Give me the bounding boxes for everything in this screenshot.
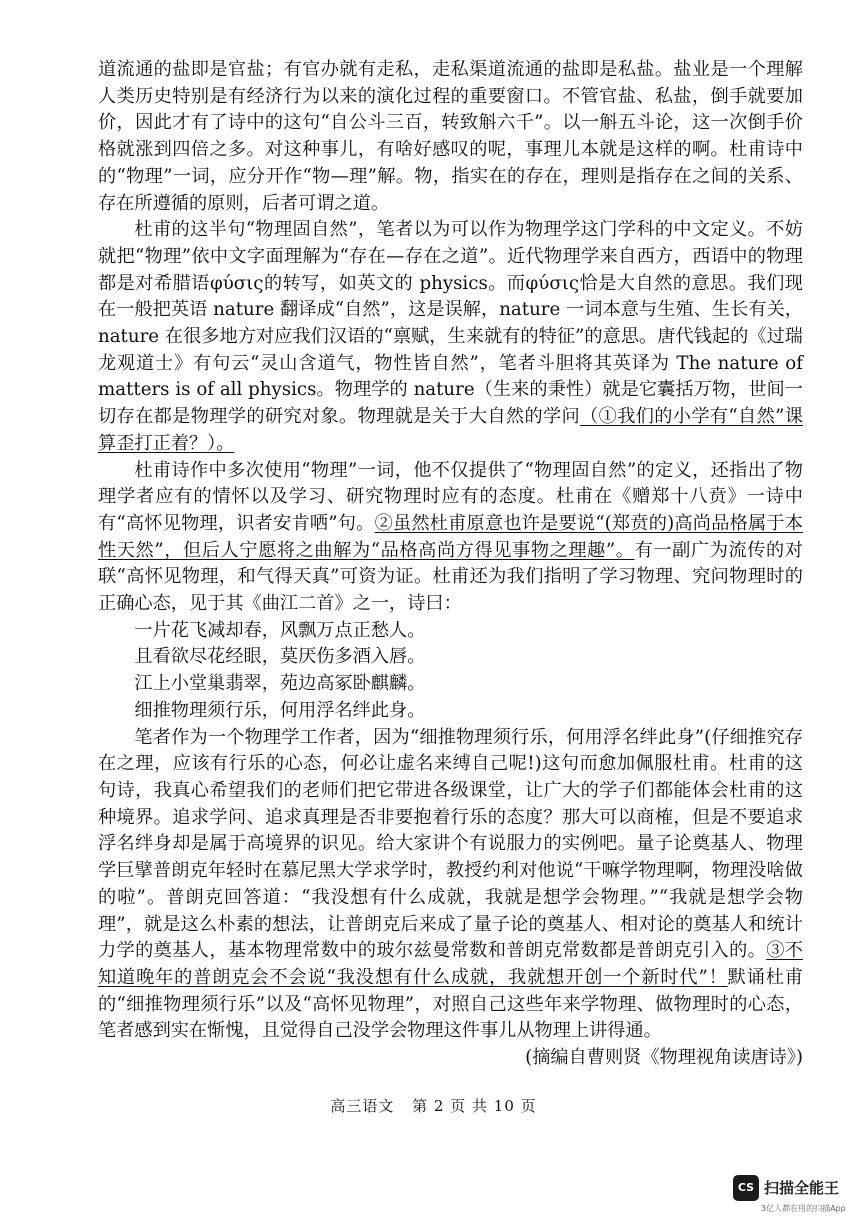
paragraph-3-text: 杜甫诗作中多次使用“物理”一词，他不仅提供了“物理固自然”的定义，还指出了物理学者应有的情怀以及学习、研究物理时应有的态度。杜甫在《赠郑十八贲》一诗中有“高怀见物理，识者安肯哂”句。 [98,459,803,534]
article-body [98,57,803,1072]
paragraph-2-text: 杜甫的这半句“物理固自然”，笔者以为可以作为物理学这门学科的中文定义。不妨就把“物理”依中文字面理解为“存在—存在之道”。近代物理学来自西方，西语中的物理都是对希腊语φύσις的转写，如英文的 physics。而φύσις恰是大自然的意思。我们现在一般把英语 nature 翻译成“自然”，这是误解，nature 一词本意与生殖、生长有关，nature 在很多地方对应我们汉语的“禀赋，生来就有的特征”的意思。唐代钱起的《过瑞龙观道士》有句云“灵山含道气，物性皆自然”，笔者斗胆将其英译为 The nature of matters is of all physics。物理学的 nature（生来的秉性）就是它囊括万物，世间一切存在都是物理学的研究对象。物理就是关于大自然的学问 [98,219,803,428]
watermark-title: 扫描全能王 [764,1179,840,1197]
page-footer [0,1095,867,1116]
paragraph-2 [98,217,803,457]
paragraph-3-text-continued: 有一副广为流传的对联“高怀见物理，和气得天真”可资为证。杜甫还为我们指明了学习物理、究问物理时的正确心态，见于其《曲江二首》之一，诗曰： [98,539,803,615]
watermark-subtitle: 3亿人都在用的扫描App [761,1204,846,1213]
poem-block [98,618,803,725]
poem-line: 江上小堂巢翡翠，苑边高冢卧麒麟。 [134,673,426,695]
poem-line: 一片花飞减却春，风飘万点正愁人。 [134,619,426,641]
paragraph-4-text-continued: 默诵杜甫的“细推物理须行乐”以及“高怀见物理”，对照自己这些年来学物理、做物理时的心态，笔者感到实在惭愧，且觉得自己没学会物理这件事儿从物理上讲得通。 [98,966,803,1042]
footer-page-info: 第 2 页 共 10 页 [412,1097,537,1115]
underlined-question-1: （①我们的小学有“自然”课算歪打正着？）。 [98,406,803,454]
paragraph-1: 道流通的盐即是官盐；有官办就有走私，走私渠道流通的盐即是私盐。盐业是一个理解人类历史特别是有经济行为以来的演化过程的重要窗口。不管官盐、私盐，倒手就要加价，因此才有了诗中的这句“自公斗三百，转致斛六千”。以一斛五斗论，这一次倒手价格就涨到四倍之多。对这种事儿，有啥好感叹的呢，事理儿本就是这样的啊。杜甫诗中的“物理”一词，应分开作“物—理”解。物，指实在的存在，理则是指存在之间的关系、存在所遵循的原则，后者可谓之道。 [98,59,803,214]
scanner-watermark [733,1173,853,1217]
camscanner-logo-icon: CS [733,1175,759,1201]
paragraph-4-text: 笔者作为一个物理学工作者，因为“细推物理须行乐，何用浮名绊此身”(仔细推究存在之理，应该有行乐的心态，何必让虚名来缚自己呢!)这句而愈加佩服杜甫。杜甫的这句诗，我真心希望我们的老师们把它带进各级课堂，让广大的学子们都能体会杜甫的这种境界。追求学问、追求真理是否非要抱着行乐的态度？那大可以商榷，但是不要追求浮名绊身却是属于高境界的识见。给大家讲个有说服力的实例吧。量子论奠基人、物理学巨擘普朗克年轻时在慕尼黑大学求学时，教授约利对他说“干嘛学物理啊，物理没啥做的啦”。普朗克回答道：“我没想有什么成就，我就是想学会物理。”“我就是想学会物理”，就是这么朴素的想法，让普朗克后来成了量子论的奠基人、相对论的奠基人和统计力学的奠基人，基本物理常数中的玻尔兹曼常数和普朗克常数都是普朗克引入的。 [98,726,803,962]
paragraph-3 [98,458,803,618]
poem-line: 且看欲尽花经眼，莫厌伤多酒入唇。 [134,646,426,668]
paragraph-4 [98,725,803,1045]
underlined-sentence-3: ③不知道晚年的普朗克会不会说“我没想有什么成就，我就想开创一个新时代”！ [98,940,803,988]
poem-line: 细推物理须行乐，何用浮名绊此身。 [134,699,426,721]
source-citation: (摘编自曹则贤《物理视角读唐诗》) [525,1047,803,1069]
footer-subject: 高三语文 [330,1097,395,1115]
underlined-sentence-2: ②虽然杜甫原意也许是要说“(郑贲的)高尚品格属于本性天然”，但后人宁愿将之曲解为“品格高尚方得见事物之理趣”。 [98,512,803,561]
